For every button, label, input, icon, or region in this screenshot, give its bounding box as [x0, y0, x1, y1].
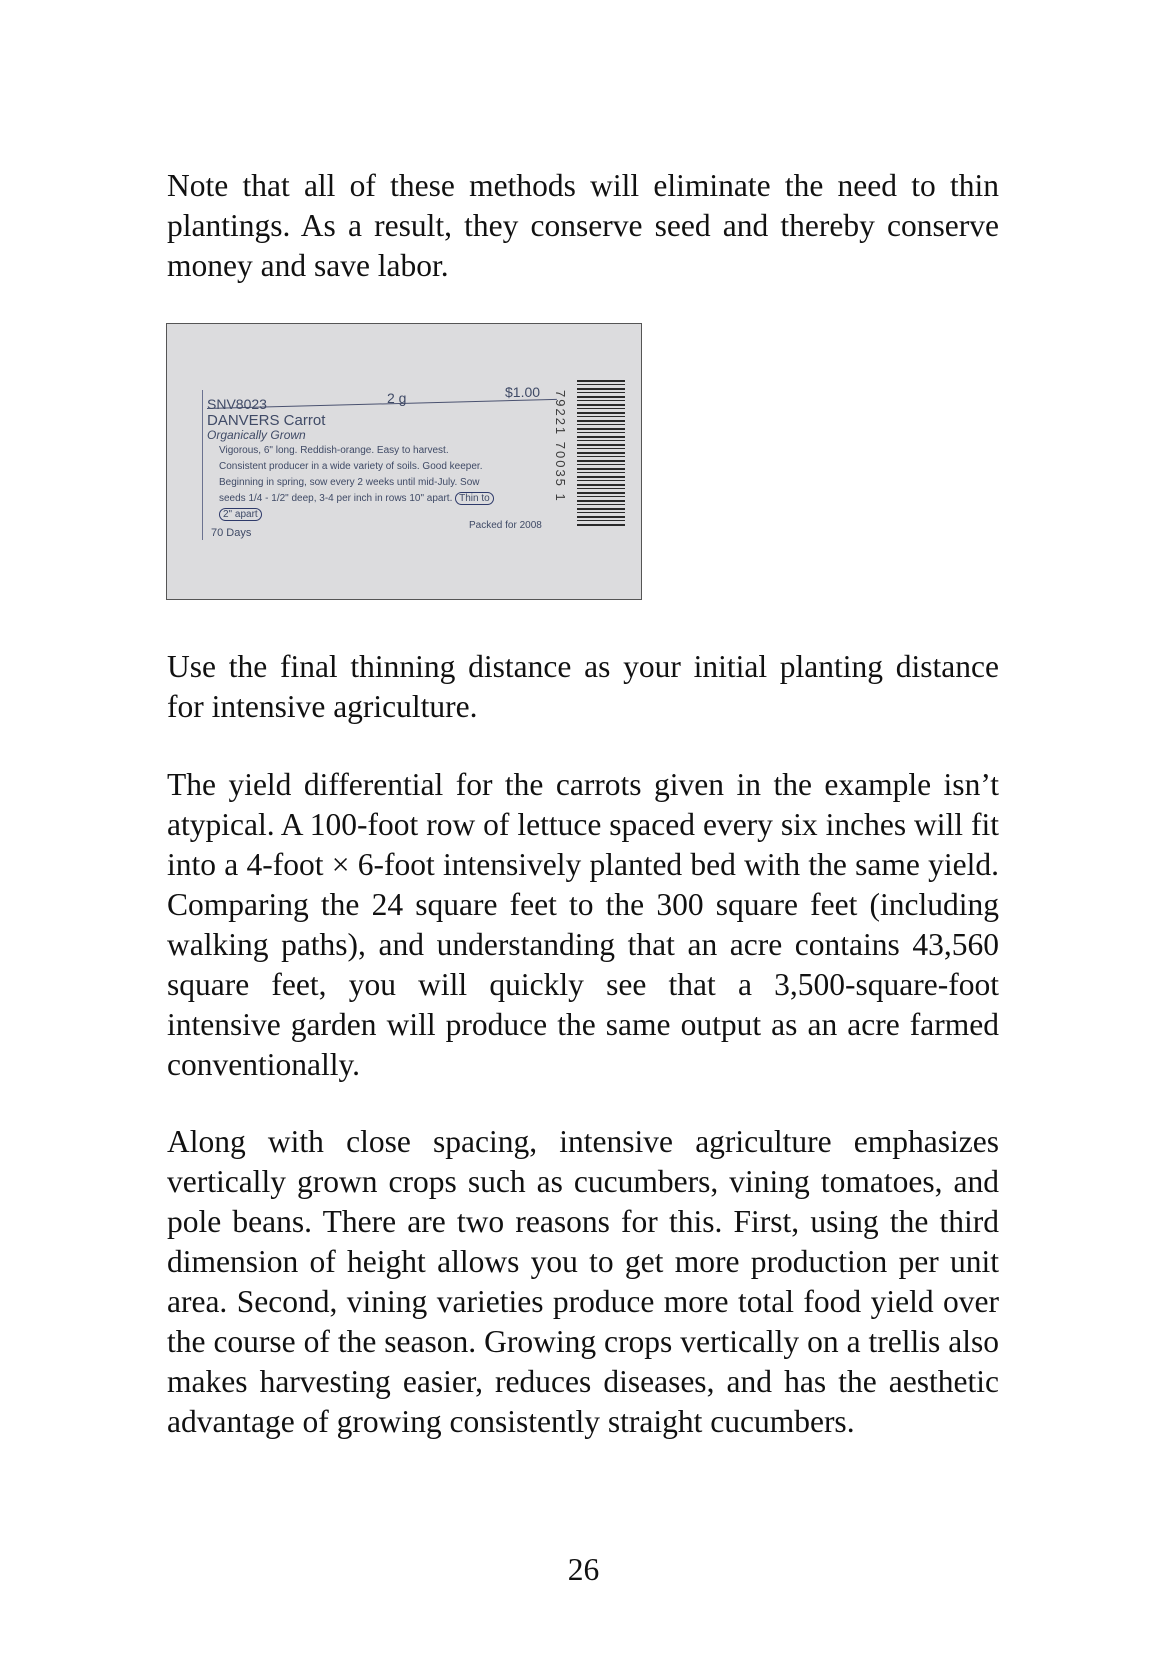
- thin-spacing-circled: 2" apart: [219, 508, 262, 521]
- seed-packet-label-photo: [166, 323, 642, 600]
- seed-desc-line-2: Consistent producer in a wide variety of soils. Good keeper.: [219, 461, 483, 472]
- page-number: 26: [567, 1552, 600, 1587]
- seed-price: $1.00: [505, 384, 541, 400]
- barcode-icon: [577, 380, 625, 526]
- paragraph-thinning-distance: Use the final thinning distance as your initial planting distance for intensive agriculture.: [167, 649, 999, 724]
- paragraph-vertical-crops: Along with close spacing, intensive agriculture emphasizes vertically grown crops such as cucumbers, vining tomatoes, and pole beans. There are two reasons for this. First, using the third dimension of height allows you to get more production per unit area. Second, vining varieties produce more total food yield over the course of the season. Growing crops vertically on a trellis also makes harvesting easier, reduces diseases, and has the aesthetic advantage of growing consistently straight cucumbers.: [167, 1124, 999, 1439]
- seed-packed-year: Packed for 2008: [469, 520, 542, 531]
- seed-organic: Organically Grown: [207, 428, 306, 442]
- barcode-number: 79221 70035 1: [553, 390, 568, 503]
- seed-desc-line-1: Vigorous, 6" long. Reddish-orange. Easy to harvest.: [219, 445, 449, 456]
- seed-days: 70 Days: [211, 527, 252, 539]
- seed-label-card: [197, 370, 627, 570]
- label-left-rule: [202, 390, 203, 540]
- seed-desc-line-4: [219, 493, 494, 504]
- seed-variety: DANVERS Carrot: [207, 412, 326, 429]
- seed-thin-spacing: [219, 509, 262, 520]
- seed-weight: 2 g: [387, 390, 407, 406]
- paragraph-thinning-note: Note that all of these methods will eliminate the need to thin plantings. As a result, they conserve seed and thereby conserve money and save labor.: [167, 168, 999, 283]
- paragraph-yield-differential: The yield differential for the carrots given in the example isn’t atypical. A 100-foot row of lettuce spaced every six inches will fit into a 4-foot × 6-foot intensively planted bed with the same yield. Comparing the 24 square feet to the 300 square feet (including walking paths), and understanding that an acre contains 43,560 square feet, you will quickly see that a 3,500-square-foot intensive garden will produce the same output as an acre farmed conventionally.: [167, 767, 999, 1082]
- seed-sku: SNV8023: [207, 396, 267, 412]
- thin-to-circled: Thin to: [455, 492, 494, 505]
- seed-desc-line-3: Beginning in spring, sow every 2 weeks until mid-July. Sow: [219, 477, 480, 488]
- seed-desc-line-4-text: seeds 1/4 - 1/2" deep, 3-4 per inch in rows 10" apart.: [219, 493, 453, 504]
